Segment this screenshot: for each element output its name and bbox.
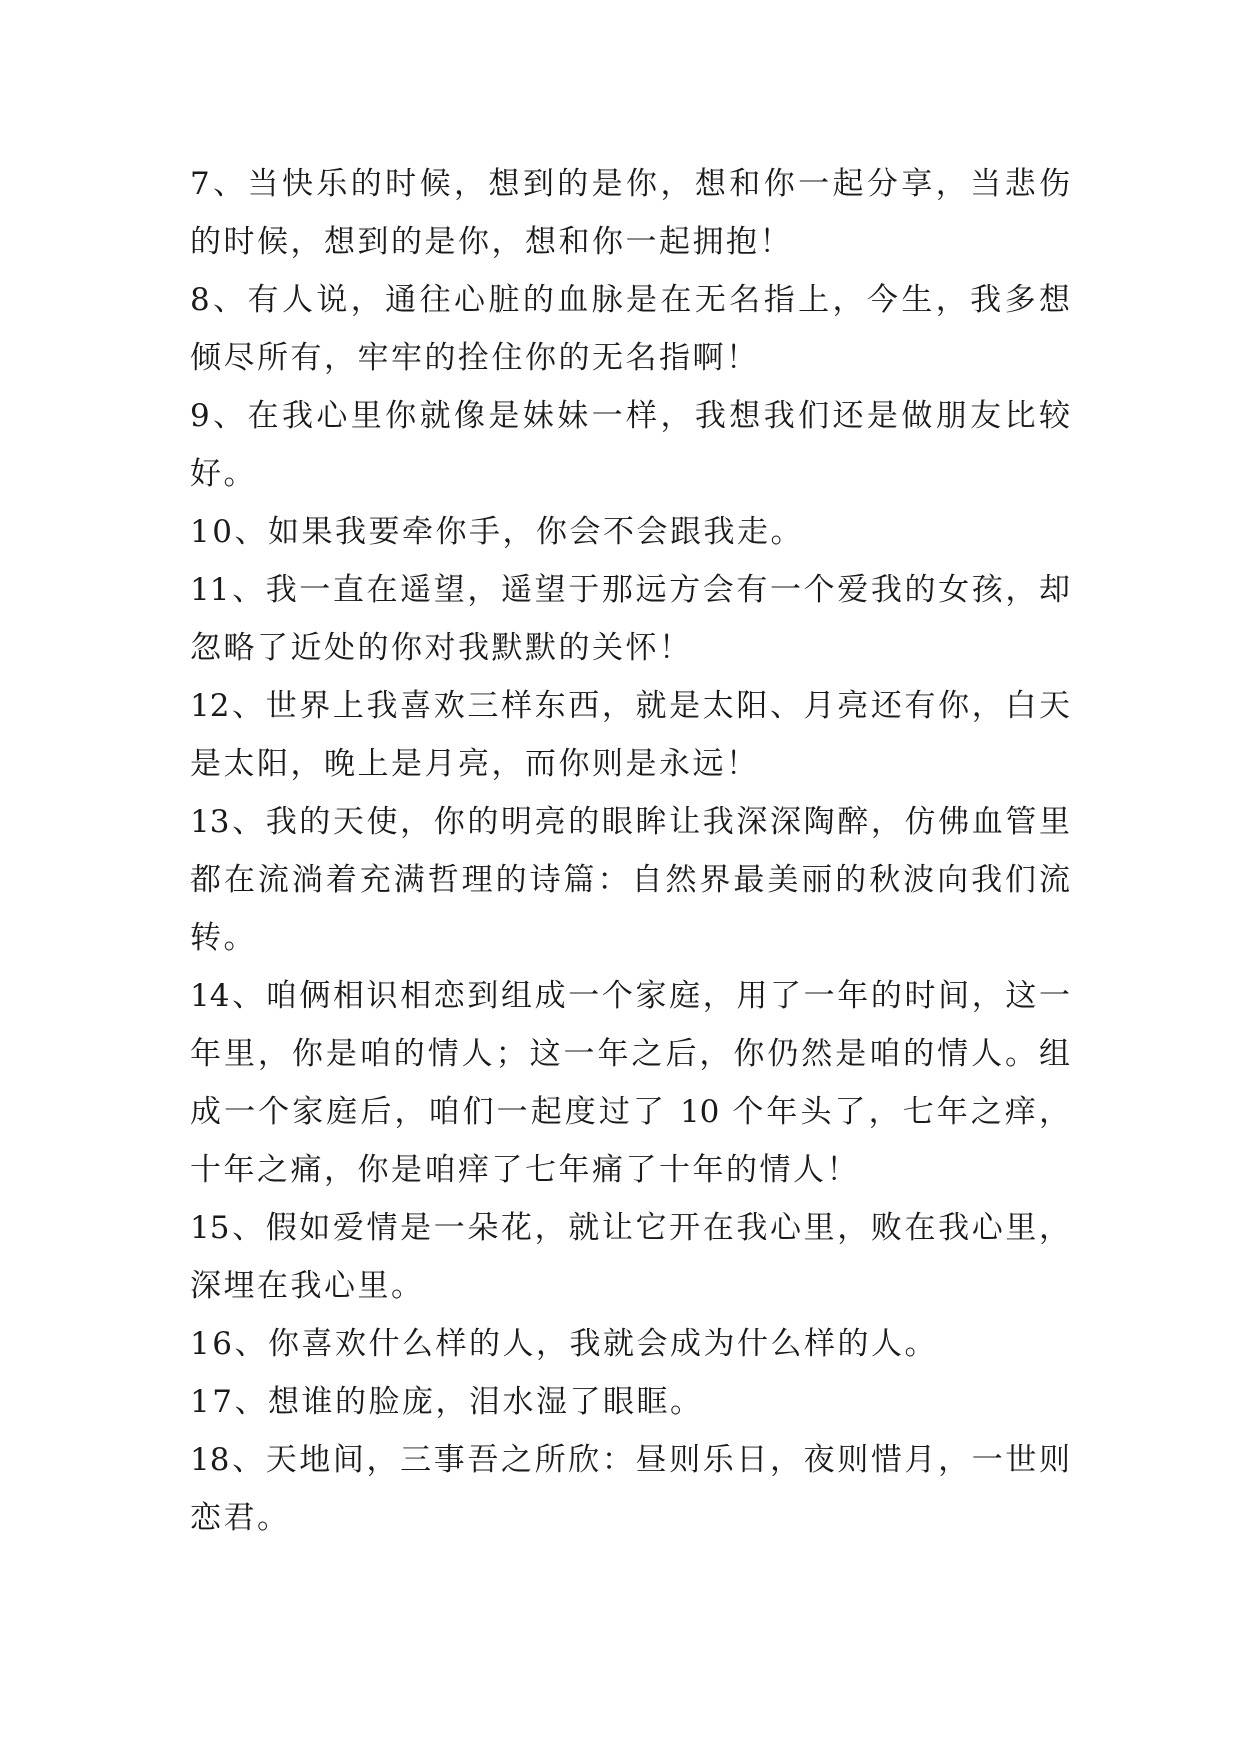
text-line: 的时候，想到的是你，想和你一起拥抱！ bbox=[190, 224, 793, 260]
text-line: 成一个家庭后，咱们一起度过了 10 个年头了，七年之痒， bbox=[190, 1094, 1070, 1130]
text-line: 18、天地间，三事吾之所欣：昼则乐日，夜则惜月，一世则 bbox=[190, 1442, 1070, 1478]
text-line: 12、世界上我喜欢三样东西，就是太阳、月亮还有你，白天 bbox=[190, 688, 1070, 724]
text-line: 是太阳，晚上是月亮，而你则是永远！ bbox=[190, 746, 760, 782]
text-line: 十年之痛，你是咱痒了七年痛了十年的情人！ bbox=[190, 1152, 860, 1188]
text-line: 14、咱俩相识相恋到组成一个家庭，用了一年的时间，这一 bbox=[190, 978, 1070, 1014]
text-line: 转。 bbox=[190, 920, 257, 956]
text-line: 17、想谁的脸庞，泪水湿了眼眶。 bbox=[190, 1384, 704, 1420]
text-line: 好。 bbox=[190, 456, 257, 492]
text-line: 恋君。 bbox=[190, 1500, 291, 1536]
text-line: 都在流淌着充满哲理的诗篇：自然界最美丽的秋波向我们流 bbox=[190, 862, 1070, 898]
text-line: 倾尽所有，牢牢的拴住你的无名指啊！ bbox=[190, 340, 760, 376]
text-line: 13、我的天使，你的明亮的眼眸让我深深陶醉，仿佛血管里 bbox=[190, 804, 1070, 840]
text-line: 忽略了近处的你对我默默的关怀！ bbox=[190, 630, 693, 666]
text-line: 10、如果我要牵你手，你会不会跟我走。 bbox=[190, 514, 804, 550]
text-line: 15、假如爱情是一朵花，就让它开在我心里，败在我心里， bbox=[190, 1210, 1070, 1246]
text-line: 8、有人说，通往心脏的血脉是在无名指上，今生，我多想 bbox=[190, 282, 1070, 318]
document-body bbox=[190, 155, 1070, 1547]
text-line: 16、你喜欢什么样的人，我就会成为什么样的人。 bbox=[190, 1326, 938, 1362]
text-line: 年里，你是咱的情人；这一年之后，你仍然是咱的情人。组 bbox=[190, 1036, 1070, 1072]
text-line: 9、在我心里你就像是妹妹一样，我想我们还是做朋友比较 bbox=[190, 398, 1070, 434]
text-line: 11、我一直在遥望，遥望于那远方会有一个爱我的女孩，却 bbox=[190, 572, 1070, 608]
text-line: 深埋在我心里。 bbox=[190, 1268, 425, 1304]
text-line: 7、当快乐的时候，想到的是你，想和你一起分享，当悲伤 bbox=[190, 166, 1070, 202]
